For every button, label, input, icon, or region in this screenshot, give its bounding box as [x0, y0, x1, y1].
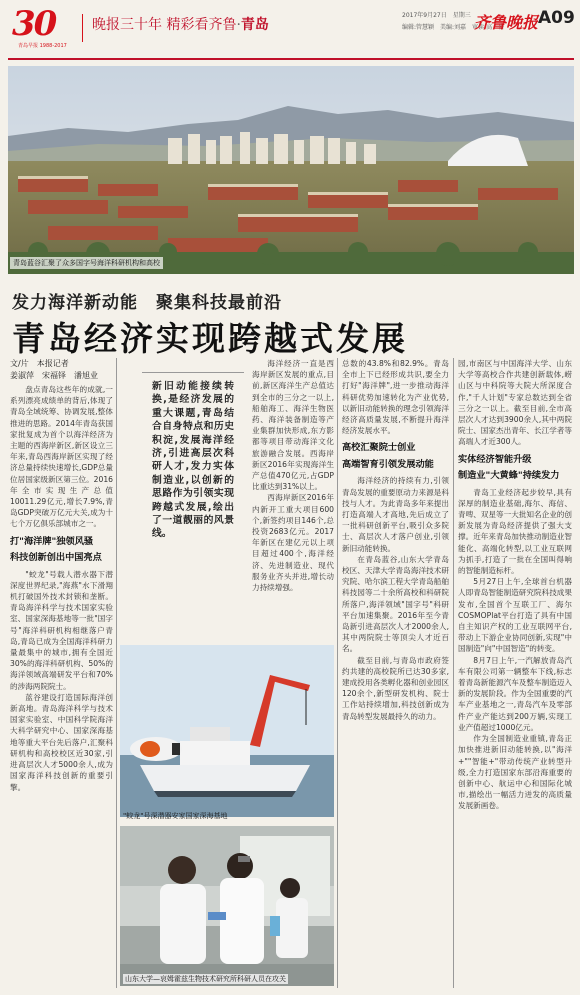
col2-paragraph-1: 海洋经济一直是西海岸新区发展的重点,目前,新区海洋生产总值达到全市的三分之一以上,船舶海工、海洋生物医药、海洋装备制造等产业集群加快形成,东方影都等项目带动海洋文化旅游融合发展。西海岸新区2016年实现海洋生产总值470亿元,占GDP比重达到31%以上。 [252, 359, 334, 492]
col4-paragraph-3: 5月27日上午,全球首台机器人即青岛智能制造研究院科技成果发布,全国首个互联工厂、海尔COSMOPlat平台打造了具有中国自主知识产权的工业互联网平台,带动上下游企业协同创新,实现"中国制造"向"中国智造"的转变。 [458, 577, 572, 654]
logo-years: 青岛早报 1988-2017 [18, 43, 67, 49]
col3-paragraph-3: 在青岛蓝谷,山东大学青岛校区、天津大学青岛海洋技术研究院、哈尔滨工程大学青岛船舶科技园等二十余所高校和科研院所落户,海洋领域"国字号"科研平台加速集聚。2016年至今青岛新引进高层次人才2000余人,其中两院院士等顶尖人才近百名。 [342, 554, 449, 654]
blue-valley-image [8, 66, 574, 274]
jiaolong-image [120, 645, 334, 817]
section-name: 青岛 [240, 17, 269, 33]
lab-caption: 山东大学—哀姆霍兹生物技术研究所科研人员在攻关 [125, 975, 286, 983]
col1-section-head-2: 科技创新创出中国亮点 [10, 552, 102, 564]
col2-paragraph-2: 西海岸新区2016年内新开工重大项目600个,新签约项目146个,总投资2683亿元。2017年新区在建亿元以上项目超过400个,海洋经济、先进制造业、现代服务业齐头并进,增长动力持续增强。 [252, 493, 334, 593]
byline [10, 358, 98, 382]
col1-paragraph-1: 盘点青岛这些年的成就,一系列漂亮成绩单的背后,体现了青岛全域统筹、协调发展,整体推进的思路。2014年青岛获国家批复成为首个以海洋经济为主题的西海岸新区,新区设立三年来,青岛西海岸新区实现了经济总量持续快速增长,GDP总量位居国家级新区第三位。2016年全市实现生产总值10011.29亿元,增长7.9%,青岛GDP突破万亿元大关,成为十七个万亿俱乐部城市之一。 [10, 385, 113, 529]
article-column-3 [342, 358, 449, 986]
col1-paragraph-3: 蓝谷建设打造国际海洋创新高地。青岛海洋科学与技术国家实验室、中国科学院海洋大科学研究中心、国家深海基地等重大平台先后落户,汇聚科研机构和高校校区近30家,引进高层次人才5000余人,成为国家海洋科技创新的重要引擎。 [10, 692, 113, 792]
col3-paragraph-1: 总数的43.8%和82.9%。青岛全市上下已经形成共识,要全力打好"海洋牌",进一步推动海洋科研优势加速转化为产业优势,以新旧动能转换的理念引领海洋经济高质量发展,不断提升海洋经济发展水平。 [342, 359, 449, 436]
editor-pull-quote: 新旧动能接续转换,是经济发展的重大课题,青岛结合自身特点和历史积淀,发展海洋经济,引进高层次科研人才,发力实体制造业,以创新的思路作为引领实现跨越式发展,绘出了一道靓丽的风景线。 [142, 372, 244, 574]
article-column-2 [252, 358, 334, 640]
col4-paragraph-5: 作为全国制造业重镇,青岛正加快推进新旧动能转换,以"海洋+""智能+"带动传统产业转型升级,全力打造国家东部沿海重要的创新中心、航运中心和国际化城市,描绘出一幅活力迸发的高质量发展新画卷。 [458, 734, 572, 811]
column-divider-1 [116, 358, 117, 988]
top-photo-caption: 青岛蓝谷汇聚了众多国字号海洋科研机构和高校 [10, 257, 163, 269]
col4-paragraph-2: 青岛工业经济起步较早,具有深厚的制造业基础,海尔、海信、青啤、双星等一大批知名企业的创新发展为青岛经济提供了强大支撑。近年来青岛加快推动制造业智能化、高端化转型,以工业互联网为抓手,打造了一批在全国叫得响的智能制造标杆。 [458, 487, 572, 576]
page-header [0, 0, 580, 60]
col4-section-head-1: 实体经济智能升级 [458, 453, 532, 465]
col3-section-head-1: 高校汇聚院士创业 [342, 442, 416, 454]
anniversary-logo [8, 4, 78, 48]
col4-section-head-2: 制造业"大黄蜂"持续发力 [458, 470, 560, 482]
article-column-1 [10, 384, 113, 984]
series-title: 晚报三十年 精彩看齐鲁 [92, 17, 237, 33]
jiaolong-caption: "蛟龙"号深潜器安家国家深海基地 [123, 812, 228, 820]
column-divider-2 [337, 358, 338, 988]
lab-photo [120, 826, 334, 986]
title-separator: · [236, 17, 241, 33]
header-divider [82, 14, 83, 42]
main-headline: 青岛经济实现跨越式发展 [12, 319, 408, 358]
issue-date: 2017年9月27日 星期三 [402, 12, 471, 19]
col4-paragraph-1: 园,市南区与中国海洋大学、山东大学等高校合作共建创新载体,崂山区与中科院等大院大所深度合作,"千人计划"专家总数达到全省三分之一以上。截至目前,全市高层次人才达到3900余人,其中两院院士、国家杰出青年、长江学者等高端人才近300人。 [458, 359, 572, 447]
col3-paragraph-4: 截至目前,与青岛市政府签约共建的高校院所已达30多家,建成投用各类孵化器和创业园区120余个,新型研发机构、院士工作站持续增加,科技创新成为青岛转型发展最持久的动力。 [342, 655, 449, 721]
byline-label: 文/片 本报记者 [10, 359, 69, 368]
newspaper-name: 齐鲁晚报 [474, 13, 539, 32]
col3-paragraph-2: 海洋经济的持续有力,引领青岛发展的重要原动力来源是科技与人才。为此青岛多年来提出打造高端人才高地,先后成立了一批科研创新平台,吸引众多院士、高层次人才落户创业,引领新旧动能转换。 [342, 476, 449, 553]
header-rule [8, 58, 574, 60]
logo-number: 30 [12, 4, 56, 44]
col1-paragraph-2: "蛟龙"号载人潜水器下潜深度世界纪录,"海燕"水下滑翔机打破国外技术封锁和垄断。青岛海洋科学与技术国家实验室、国家深海基地等一批"国字号"海洋科研机构相继落户青岛,青岛已成为全国海洋科研力量最集中的城市,拥有全国近30%的海洋科研机构、50%的海洋领域高端研发平台和70%的涉海两院院士。 [10, 569, 113, 691]
page-number: A09 [538, 8, 575, 28]
blue-valley-photo [8, 66, 574, 274]
editor-credits: 编辑:管慧颖 美编:刘嘉 审读:高 岩 [402, 24, 505, 31]
column-divider-3 [453, 358, 454, 988]
article-column-4 [458, 358, 572, 986]
jiaolong-photo [120, 645, 334, 817]
col4-paragraph-4: 8月7日上午,一汽解放青岛汽车有限公司第一辆整车下线,标志着青岛新能源汽车及整车制造迈入新的发展阶段。作为全国重要的汽车产业基地之一,青岛汽车及零部件产业产能达到200万辆,实现工业产值超过1000亿元。 [458, 655, 572, 732]
col3-section-head-2: 高端智育引领发展动能 [342, 458, 434, 470]
col1-section-head-1: 打"海洋牌"独领风骚 [10, 535, 94, 547]
byline-reporters: 姜淑萍 宋福铎 潘旭业 [10, 371, 98, 380]
sub-headline: 发力海洋新动能 聚集科技最前沿 [12, 293, 282, 313]
header-title [92, 14, 269, 34]
lab-image [120, 826, 334, 986]
